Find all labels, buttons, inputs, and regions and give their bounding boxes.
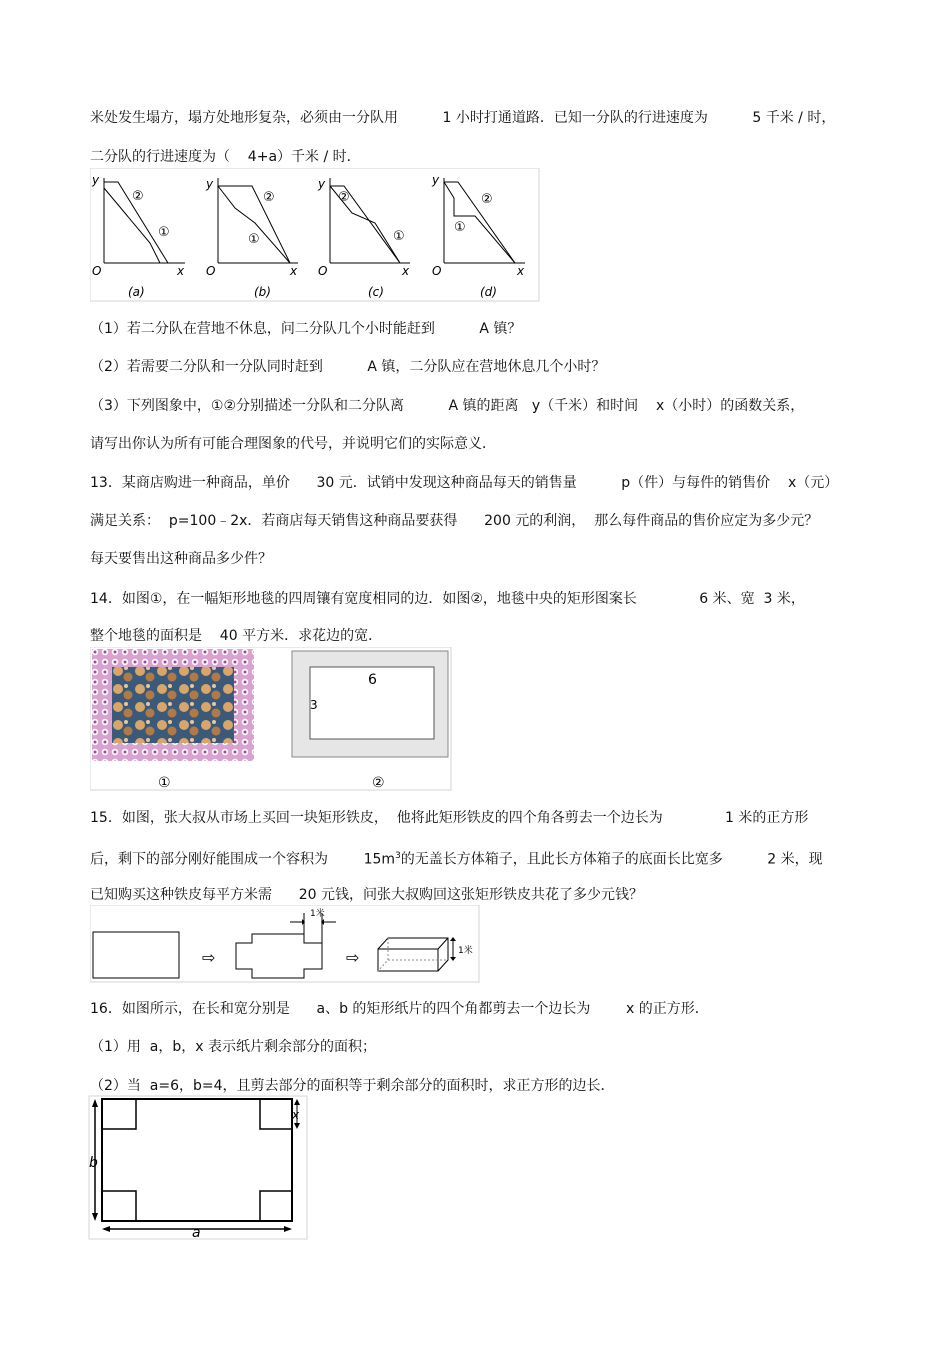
- cut-sheet: [236, 934, 322, 978]
- carpet-figure: [90, 647, 452, 791]
- text-line: 14．如图①，在一幅矩形地毯的四周镶有宽度相同的边．如图②，地毯中央的矩形图案长 6 米、宽 3 米，: [90, 591, 805, 607]
- b-label: b: [89, 1155, 98, 1171]
- text-line: 整个地毯的面积是 40 平方米．求花边的宽．: [90, 628, 383, 644]
- iron-sheet-figure: [90, 905, 480, 983]
- text-line: 已知购买这种铁皮每平方米需 20 元钱，问张大叔购回这张矩形铁皮共花了多少元钱？: [90, 887, 643, 903]
- text-line: 请写出你认为所有可能合理图象的代号，并说明它们的实际意义．: [90, 436, 496, 452]
- arrow-icon: ⇨: [346, 948, 360, 967]
- svg-text:y: y: [92, 173, 100, 187]
- paper-rectangle: [102, 1099, 292, 1221]
- box-drawing: [378, 938, 448, 971]
- text-line: （2）若需要二分队和一分队同时赶到 A 镇，二分队应在营地休息几个小时？: [90, 359, 606, 375]
- graph-a: [91, 173, 185, 299]
- x-label: x: [292, 1108, 300, 1122]
- svg-text:x: x: [402, 264, 410, 278]
- svg-text:O: O: [92, 264, 102, 278]
- graph-c: [317, 177, 410, 299]
- svg-text:x: x: [517, 264, 525, 278]
- paper-corner-figure: [88, 1095, 308, 1240]
- carpet-diagram: [292, 651, 448, 757]
- svg-text:(d): (d): [480, 285, 497, 299]
- text-line: 满足关系： p=100﹣2x．若商店每天销售这种商品要获得 200 元的利润， 那么每件商品的售价应定为多少元？: [90, 513, 819, 529]
- svg-text:x: x: [177, 264, 185, 278]
- svg-text:(b): (b): [254, 285, 271, 299]
- cut-size-label: 1米: [310, 909, 325, 919]
- svg-text:②: ②: [481, 192, 493, 207]
- svg-text:y: y: [432, 173, 440, 187]
- svg-text:①: ①: [454, 220, 466, 235]
- text-line: 后，剩下的部分刚好能围成一个容积为 $15m^3$的无盖长方体箱子，且此长方体箱子的底面长比宽多 2 米，现: [90, 851, 823, 868]
- text-line: （3）下列图象中，①②分别描述一分队和二分队离 A 镇的距离 y（千米）和时间 x（小时）的函数关系，: [90, 398, 805, 414]
- svg-text:O: O: [206, 264, 216, 278]
- svg-text:①: ①: [248, 232, 260, 247]
- svg-text:(a): (a): [128, 285, 145, 299]
- text-line: 二分队的行进速度为（ 4+a）千米 / 时．: [90, 149, 361, 165]
- a-label: a: [192, 1225, 201, 1240]
- svg-text:(c): (c): [368, 285, 384, 299]
- carpet-picture: [92, 649, 254, 761]
- text-line: （1）若二分队在营地不休息，问二分队几个小时能赶到 A 镇？: [90, 321, 522, 337]
- svg-text:x: x: [290, 264, 298, 278]
- text-line: （2）当 a=6，b=4，且剪去部分的面积等于剩余部分的面积时，求正方形的边长．: [90, 1078, 615, 1094]
- text-line: 每天要售出这种商品多少件？: [90, 551, 272, 567]
- svg-text:②: ②: [263, 190, 275, 205]
- svg-text:y: y: [318, 177, 326, 191]
- text-line: （1）用 a，b，x 表示纸片剩余部分的面积；: [90, 1039, 377, 1055]
- box-height-label: 1米: [458, 946, 473, 956]
- svg-text:①: ①: [393, 229, 405, 244]
- function-graphs-figure: [90, 168, 540, 302]
- svg-text:②: ②: [132, 189, 144, 204]
- svg-text:②: ②: [338, 190, 350, 205]
- caption-figure-1: ①: [158, 775, 171, 791]
- graph-d: [431, 173, 525, 299]
- width-label: 3: [310, 698, 318, 712]
- length-label: 6: [368, 672, 377, 688]
- svg-text:O: O: [318, 264, 328, 278]
- svg-text:O: O: [432, 264, 442, 278]
- sheet-rectangle: [93, 932, 179, 978]
- text-line: 13．某商店购进一种商品，单价 30 元．试销中发现这种商品每天的销售量 p（件）与每件的销售价 x（元）: [90, 475, 839, 491]
- arrow-icon: ⇨: [202, 948, 216, 967]
- text-line: 米处发生塌方，塌方处地形复杂，必须由一分队用 1 小时打通道路．已知一分队的行进速度为 5 千米 / 时，: [90, 110, 836, 126]
- text-line: 16．如图所示，在长和宽分别是 a、b 的矩形纸片的四个角都剪去一个边长为 x 的正方形．: [90, 1001, 709, 1017]
- text-line: 15．如图，张大叔从市场上买回一块矩形铁皮， 他将此矩形铁皮的四个角各剪去一个边长为 1 米的正方形: [90, 810, 809, 826]
- caption-figure-2: ②: [372, 775, 385, 791]
- svg-text:y: y: [206, 177, 214, 191]
- svg-text:①: ①: [158, 225, 170, 240]
- graph-b: [205, 177, 298, 299]
